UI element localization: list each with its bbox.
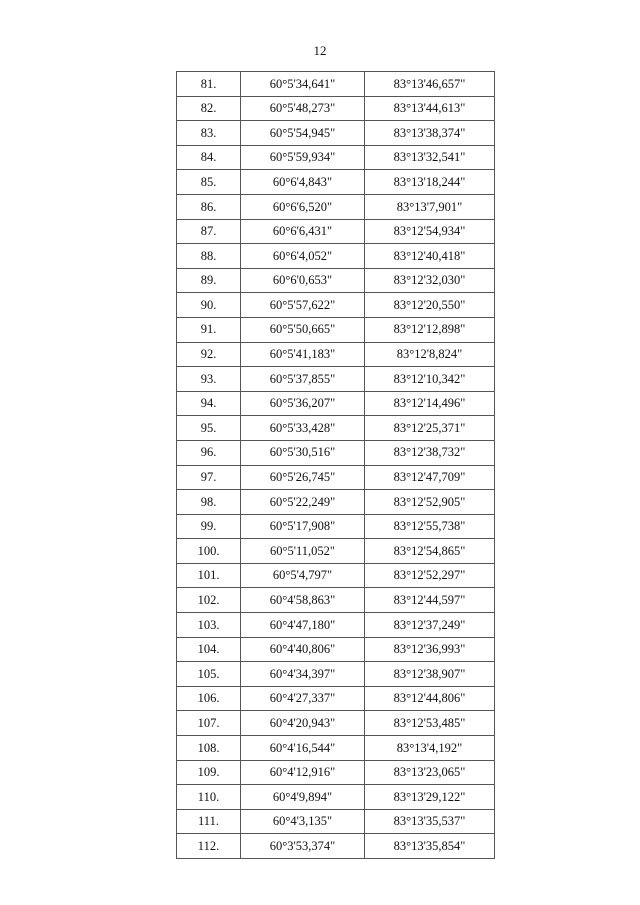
point-number: 105. bbox=[177, 662, 241, 687]
longitude-cell: 83°13'38,374" bbox=[365, 121, 495, 146]
table-row bbox=[177, 539, 495, 564]
latitude-cell: 60°4'58,863" bbox=[241, 588, 365, 613]
point-number: 107. bbox=[177, 711, 241, 736]
point-number: 109. bbox=[177, 760, 241, 785]
latitude-cell: 60°5'37,855" bbox=[241, 367, 365, 392]
latitude-cell: 60°5'11,052" bbox=[241, 539, 365, 564]
longitude-cell: 83°13'23,065" bbox=[365, 760, 495, 785]
longitude-cell: 83°12'32,030" bbox=[365, 268, 495, 293]
longitude-cell: 83°12'40,418" bbox=[365, 244, 495, 269]
latitude-cell: 60°4'34,397" bbox=[241, 662, 365, 687]
longitude-cell: 83°12'52,297" bbox=[365, 563, 495, 588]
point-number: 99. bbox=[177, 514, 241, 539]
point-number: 101. bbox=[177, 563, 241, 588]
longitude-cell: 83°12'38,732" bbox=[365, 440, 495, 465]
latitude-cell: 60°5'33,428" bbox=[241, 416, 365, 441]
point-number: 100. bbox=[177, 539, 241, 564]
point-number: 82. bbox=[177, 96, 241, 121]
latitude-cell: 60°6'4,843" bbox=[241, 170, 365, 195]
table-row bbox=[177, 194, 495, 219]
latitude-cell: 60°5'41,183" bbox=[241, 342, 365, 367]
point-number: 108. bbox=[177, 736, 241, 761]
longitude-cell: 83°13'29,122" bbox=[365, 785, 495, 810]
longitude-cell: 83°12'55,738" bbox=[365, 514, 495, 539]
table-row bbox=[177, 736, 495, 761]
longitude-cell: 83°12'47,709" bbox=[365, 465, 495, 490]
coordinates-table-body bbox=[177, 72, 495, 859]
point-number: 96. bbox=[177, 440, 241, 465]
point-number: 91. bbox=[177, 317, 241, 342]
point-number: 81. bbox=[177, 72, 241, 97]
longitude-cell: 83°13'46,657" bbox=[365, 72, 495, 97]
latitude-cell: 60°4'27,337" bbox=[241, 686, 365, 711]
latitude-cell: 60°5'22,249" bbox=[241, 490, 365, 515]
longitude-cell: 83°12'14,496" bbox=[365, 391, 495, 416]
latitude-cell: 60°4'16,544" bbox=[241, 736, 365, 761]
longitude-cell: 83°12'44,597" bbox=[365, 588, 495, 613]
longitude-cell: 83°12'25,371" bbox=[365, 416, 495, 441]
table-row bbox=[177, 170, 495, 195]
longitude-cell: 83°13'7,901" bbox=[365, 194, 495, 219]
table-row bbox=[177, 834, 495, 859]
point-number: 85. bbox=[177, 170, 241, 195]
table-row bbox=[177, 809, 495, 834]
point-number: 102. bbox=[177, 588, 241, 613]
table-row bbox=[177, 391, 495, 416]
longitude-cell: 83°12'20,550" bbox=[365, 293, 495, 318]
point-number: 110. bbox=[177, 785, 241, 810]
table-row bbox=[177, 588, 495, 613]
latitude-cell: 60°4'3,135" bbox=[241, 809, 365, 834]
longitude-cell: 83°13'32,541" bbox=[365, 145, 495, 170]
latitude-cell: 60°5'30,516" bbox=[241, 440, 365, 465]
table-row bbox=[177, 96, 495, 121]
point-number: 111. bbox=[177, 809, 241, 834]
latitude-cell: 60°3'53,374" bbox=[241, 834, 365, 859]
point-number: 90. bbox=[177, 293, 241, 318]
table-row bbox=[177, 244, 495, 269]
longitude-cell: 83°13'35,537" bbox=[365, 809, 495, 834]
page-number: 12 bbox=[313, 43, 327, 58]
point-number: 93. bbox=[177, 367, 241, 392]
table-row bbox=[177, 711, 495, 736]
latitude-cell: 60°5'50,665" bbox=[241, 317, 365, 342]
latitude-cell: 60°5'4,797" bbox=[241, 563, 365, 588]
longitude-cell: 83°12'37,249" bbox=[365, 613, 495, 638]
latitude-cell: 60°5'57,622" bbox=[241, 293, 365, 318]
latitude-cell: 60°5'59,934" bbox=[241, 145, 365, 170]
latitude-cell: 60°5'36,207" bbox=[241, 391, 365, 416]
longitude-cell: 83°12'44,806" bbox=[365, 686, 495, 711]
point-number: 84. bbox=[177, 145, 241, 170]
point-number: 103. bbox=[177, 613, 241, 638]
latitude-cell: 60°5'17,908" bbox=[241, 514, 365, 539]
table-row bbox=[177, 490, 495, 515]
table-row bbox=[177, 563, 495, 588]
table-row bbox=[177, 785, 495, 810]
table-row bbox=[177, 613, 495, 638]
latitude-cell: 60°4'20,943" bbox=[241, 711, 365, 736]
longitude-cell: 83°12'36,993" bbox=[365, 637, 495, 662]
latitude-cell: 60°6'6,431" bbox=[241, 219, 365, 244]
point-number: 104. bbox=[177, 637, 241, 662]
coordinates-table bbox=[176, 71, 495, 859]
longitude-cell: 83°12'53,485" bbox=[365, 711, 495, 736]
table-row bbox=[177, 440, 495, 465]
table-row bbox=[177, 465, 495, 490]
latitude-cell: 60°6'6,520" bbox=[241, 194, 365, 219]
point-number: 92. bbox=[177, 342, 241, 367]
point-number: 98. bbox=[177, 490, 241, 515]
latitude-cell: 60°5'48,273" bbox=[241, 96, 365, 121]
table-row bbox=[177, 342, 495, 367]
table-row bbox=[177, 317, 495, 342]
table-row bbox=[177, 514, 495, 539]
table-row bbox=[177, 686, 495, 711]
point-number: 95. bbox=[177, 416, 241, 441]
latitude-cell: 60°6'0,653" bbox=[241, 268, 365, 293]
longitude-cell: 83°13'18,244" bbox=[365, 170, 495, 195]
longitude-cell: 83°12'38,907" bbox=[365, 662, 495, 687]
latitude-cell: 60°5'54,945" bbox=[241, 121, 365, 146]
table-row bbox=[177, 268, 495, 293]
latitude-cell: 60°6'4,052" bbox=[241, 244, 365, 269]
point-number: 106. bbox=[177, 686, 241, 711]
table-row bbox=[177, 367, 495, 392]
point-number: 97. bbox=[177, 465, 241, 490]
longitude-cell: 83°12'54,865" bbox=[365, 539, 495, 564]
point-number: 112. bbox=[177, 834, 241, 859]
latitude-cell: 60°4'40,806" bbox=[241, 637, 365, 662]
longitude-cell: 83°13'35,854" bbox=[365, 834, 495, 859]
longitude-cell: 83°12'12,898" bbox=[365, 317, 495, 342]
longitude-cell: 83°12'10,342" bbox=[365, 367, 495, 392]
table-row bbox=[177, 416, 495, 441]
latitude-cell: 60°4'47,180" bbox=[241, 613, 365, 638]
table-row bbox=[177, 637, 495, 662]
table-row bbox=[177, 662, 495, 687]
latitude-cell: 60°5'26,745" bbox=[241, 465, 365, 490]
point-number: 89. bbox=[177, 268, 241, 293]
longitude-cell: 83°12'52,905" bbox=[365, 490, 495, 515]
latitude-cell: 60°4'12,916" bbox=[241, 760, 365, 785]
longitude-cell: 83°13'4,192" bbox=[365, 736, 495, 761]
latitude-cell: 60°4'9,894" bbox=[241, 785, 365, 810]
table-row bbox=[177, 760, 495, 785]
longitude-cell: 83°13'44,613" bbox=[365, 96, 495, 121]
table-row bbox=[177, 121, 495, 146]
longitude-cell: 83°12'8,824" bbox=[365, 342, 495, 367]
point-number: 87. bbox=[177, 219, 241, 244]
point-number: 88. bbox=[177, 244, 241, 269]
point-number: 94. bbox=[177, 391, 241, 416]
point-number: 83. bbox=[177, 121, 241, 146]
latitude-cell: 60°5'34,641" bbox=[241, 72, 365, 97]
table-row bbox=[177, 219, 495, 244]
point-number: 86. bbox=[177, 194, 241, 219]
table-row bbox=[177, 145, 495, 170]
table-row bbox=[177, 72, 495, 97]
table-row bbox=[177, 293, 495, 318]
longitude-cell: 83°12'54,934" bbox=[365, 219, 495, 244]
